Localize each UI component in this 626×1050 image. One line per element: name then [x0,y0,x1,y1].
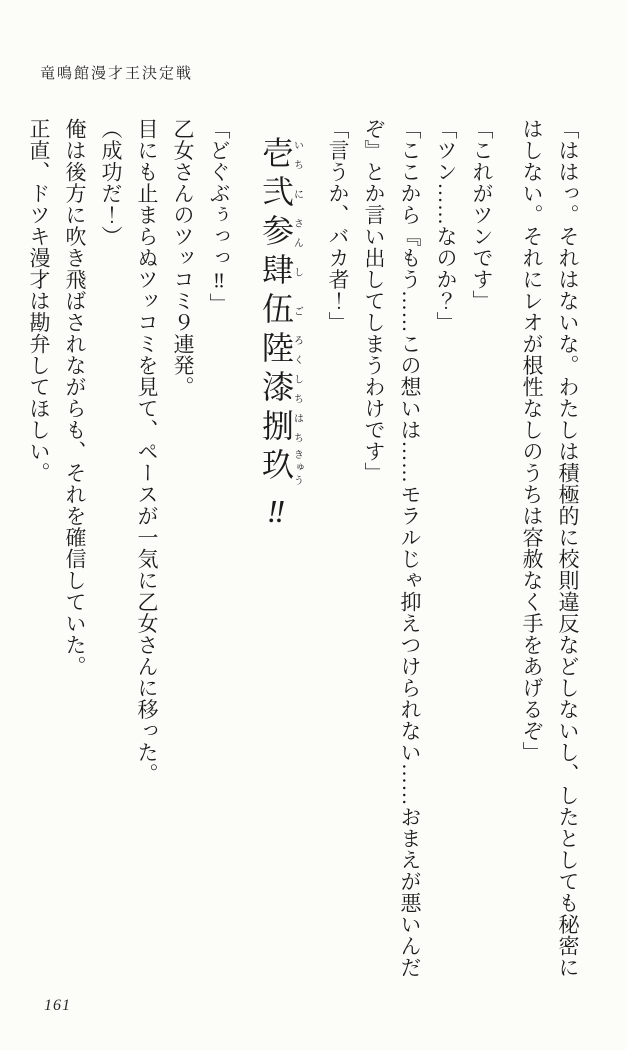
kanji-numeral: 弐に [258,175,303,214]
text-column: 乙女さんのツッコミ９連発。 [171,118,195,398]
kanji-numeral: 肆し [258,253,303,292]
kanji-numeral: 陸ろく [258,331,303,370]
kanji-numeral: 玖きゅう [258,448,303,487]
kanji-numeral-column [251,118,302,1010]
text-column: 「これがツンです」 [470,118,494,312]
double-exclamation: ‼ [258,493,294,536]
kanji-numeral: 伍ご [258,292,303,331]
text-column: 「ツン……なのか？」 [434,118,458,333]
vertical-text-block [21,118,586,1010]
text-column: 「どぐぶぅっっ‼」 [207,118,231,315]
text-column: 「ここから『もう……この想いは……モラルじゃ抑えつけられない……おまえが悪いんだ [398,118,422,978]
text-column: 「ははっ。それはないな。わたしは積極的に校則違反などしないし、したとしても秘密に [556,118,580,978]
running-header: 竜鳴館漫才王決定戦 [40,66,194,82]
text-column: ぞ』とか言い出してしまうわけです」 [362,118,386,484]
kanji-numeral: 捌はち [258,409,303,448]
text-column: 正直、ドツキ漫才は勘弁してほしい。 [27,118,51,484]
kanji-numeral: 壱いち [258,136,303,175]
kanji-numeral: 漆しち [258,370,303,409]
text-column: 目にも止まらぬツッコミを見て、ペースが一気に乙女さんに移った。 [135,118,159,785]
text-column: （成功だ！） [99,118,123,247]
page-number: 161 [44,997,71,1014]
text-column: 俺は後方に吹き飛ばされながらも、それを確信していた。 [63,118,87,677]
text-column: 「言うか、バカ者！」 [326,118,350,333]
text-column: はしない。それにレオが根性なしのうちは容赦なく手をあげるぞ」 [520,118,544,763]
kanji-numeral: 参さん [258,214,303,253]
